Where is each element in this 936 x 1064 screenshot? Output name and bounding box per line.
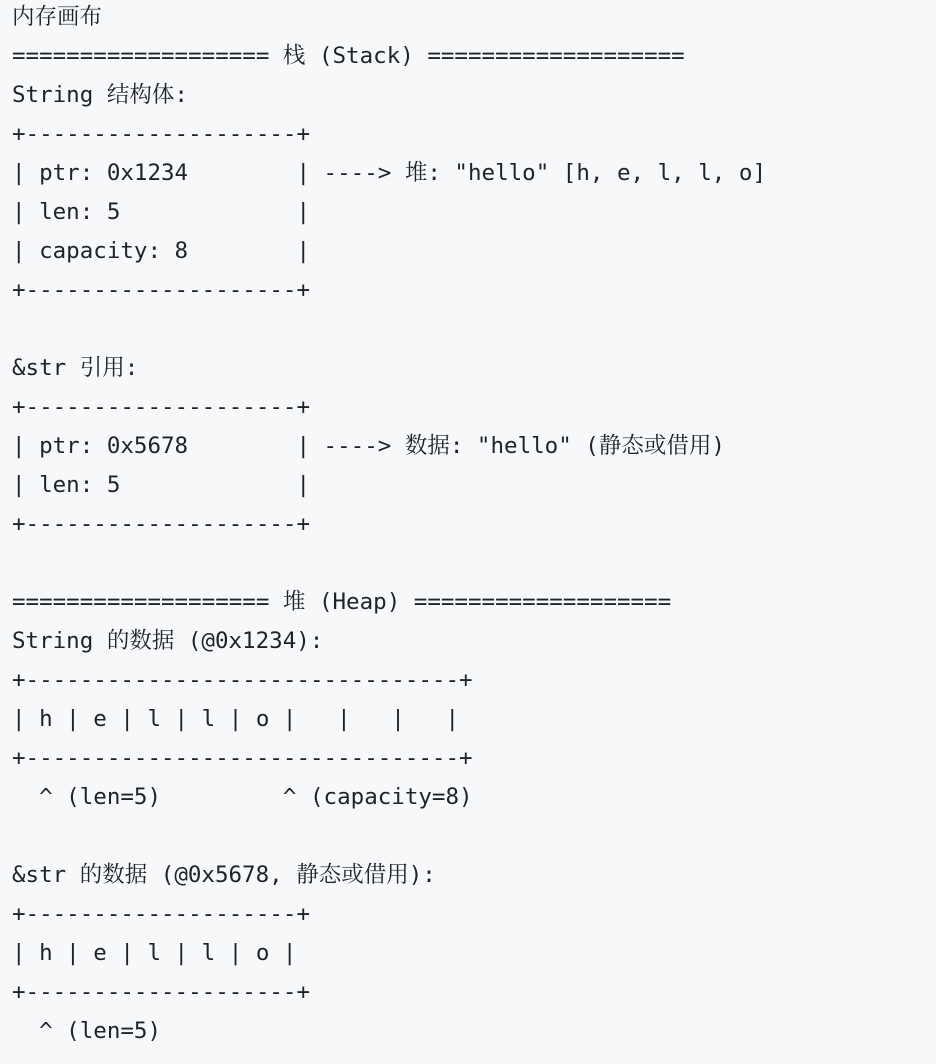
str-box-top-border: +--------------------+ xyxy=(12,394,311,420)
str-data-len-marker: ^ (len=5) xyxy=(12,1018,162,1044)
str-data-box-top-border: +--------------------+ xyxy=(12,901,311,927)
canvas-title-line: 内存画布 xyxy=(12,4,103,30)
heap-string-bytes-row: | h | e | l | l | o | | | | xyxy=(12,706,460,732)
str-ref-label: &str 引用: xyxy=(12,355,139,381)
blank-line xyxy=(12,544,936,583)
string-ptr-line: | ptr: 0x1234 | ----> 堆: "hello" [h, e, l, l, o] xyxy=(12,160,766,186)
str-ptr-line: | ptr: 0x5678 | ----> 数据: "hello" (静态或借用) xyxy=(12,433,725,459)
str-box-bottom-border: +--------------------+ xyxy=(12,511,311,537)
str-data-box-bottom-border: +--------------------+ xyxy=(12,979,311,1005)
heap-string-box-bottom-border: +--------------------------------+ xyxy=(12,745,473,771)
string-struct-label: String 结构体: xyxy=(12,82,188,108)
heap-section-header: =================== 堆 (Heap) =================== xyxy=(12,589,672,615)
stack-section-header: =================== 栈 (Stack) =================== xyxy=(12,43,685,69)
heap-string-markers: ^ (len=5) ^ (capacity=8) xyxy=(12,784,473,810)
string-capacity-line: | capacity: 8 | xyxy=(12,238,311,264)
str-data-bytes-row: | h | e | l | l | o | xyxy=(12,940,297,966)
str-data-label: &str 的数据 (@0x5678, 静态或借用): xyxy=(12,862,436,888)
blank-line xyxy=(12,817,936,856)
string-box-bottom-border: +--------------------+ xyxy=(12,277,311,303)
string-data-label: String 的数据 (@0x1234): xyxy=(12,628,324,654)
string-len-line: | len: 5 | xyxy=(12,199,311,225)
str-len-line: | len: 5 | xyxy=(12,472,311,498)
blank-line xyxy=(12,310,936,349)
heap-string-box-top-border: +--------------------------------+ xyxy=(12,667,473,693)
string-box-top-border: +--------------------+ xyxy=(12,121,311,147)
